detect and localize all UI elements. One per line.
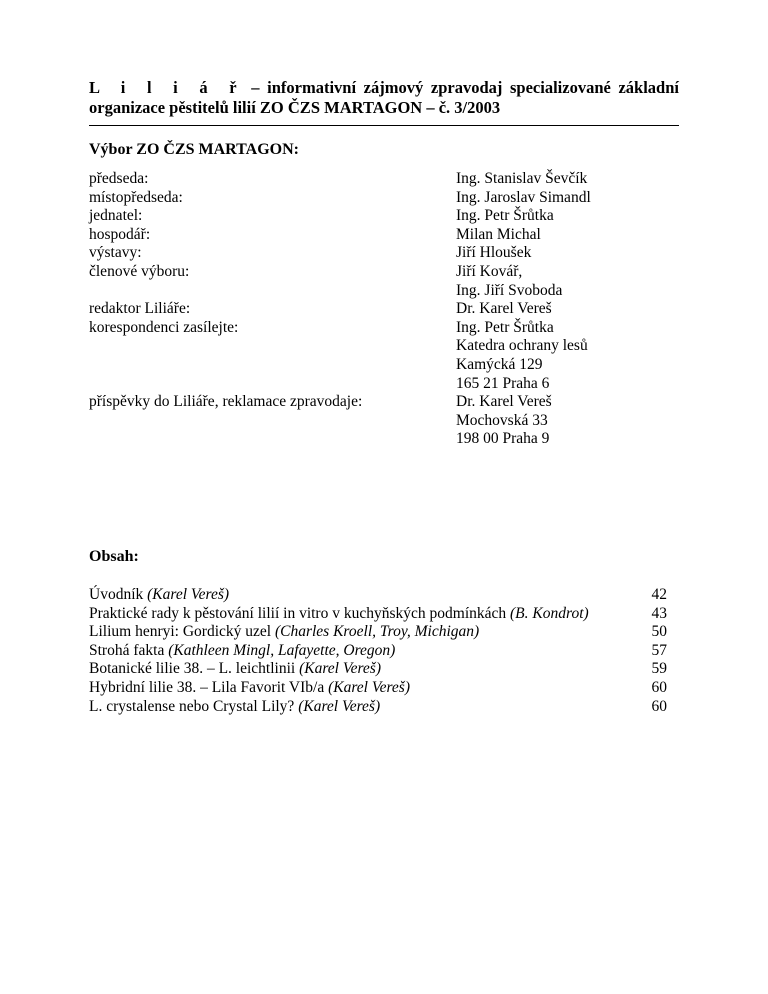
toc-page-number: 50	[651, 623, 667, 641]
role-spacer	[89, 356, 362, 375]
toc-title: Úvodník	[89, 586, 148, 603]
role-label: předseda:	[89, 170, 149, 187]
role-label: jednatel:	[89, 207, 143, 225]
toc-entry	[89, 586, 667, 605]
header-line-1-text: – informativní zájmový zpravodaj specializované základní	[251, 78, 679, 97]
toc-entry	[89, 623, 667, 642]
toc-page-number: 60	[651, 678, 667, 696]
toc-author: (Karel Vereš)	[147, 586, 230, 603]
committee-names	[456, 170, 591, 449]
toc-title: Botanické lilie 38. – L. leichtlinii	[89, 660, 300, 678]
role-label: korespondenci zasílejte:	[89, 318, 239, 336]
role-label: výstavy:	[89, 244, 142, 262]
toc-title: Praktické rady k pěstování lilií in vitro v kuchyňských podmínkách	[89, 604, 511, 622]
toc-entry-text	[89, 623, 479, 642]
toc-page-number: 42	[651, 586, 667, 603]
toc-title: Lilium henryi: Gordický uzel	[89, 623, 275, 641]
toc-page-number: 60	[651, 697, 667, 715]
address-line: Katedra ochrany lesů	[456, 337, 588, 355]
role-label: místopředseda:	[89, 188, 183, 206]
toc-author: (Karel Vereš)	[328, 678, 411, 696]
newsletter-name: L i l i á ř	[89, 78, 244, 97]
toc-entry	[89, 642, 667, 661]
toc-entry-text	[89, 679, 410, 698]
role-spacer	[89, 282, 362, 301]
member-name: Ing. Jiří Svoboda	[456, 281, 563, 299]
role-label: členové výboru:	[89, 262, 190, 280]
toc-entry-text	[89, 586, 229, 605]
toc-author: (Charles Kroell, Troy, Michigan)	[274, 623, 480, 641]
header-divider	[89, 125, 679, 126]
toc-page-number: 43	[651, 604, 667, 622]
document-header	[89, 78, 679, 117]
toc-entry-text	[89, 698, 380, 717]
committee-roles	[89, 170, 362, 412]
member-name: Jiří Kovář,	[456, 262, 523, 280]
role-spacer	[89, 375, 362, 394]
toc-page-number: 57	[651, 641, 667, 659]
address-line: 165 21 Praha 6	[456, 374, 550, 392]
role-label: redaktor Liliáře:	[89, 300, 191, 318]
role-label: příspěvky do Liliáře, reklamace zpravodaje:	[89, 393, 363, 411]
address-line: Kamýcká 129	[456, 355, 543, 373]
toc-entry-text	[89, 605, 589, 624]
toc-entry-text	[89, 660, 381, 679]
member-name: Ing. Petr Šrůtka	[456, 318, 554, 336]
role-label: hospodář:	[89, 225, 151, 243]
header-line-2: organizace pěstitelů lilií ZO ČZS MARTAGON – č. 3/2003	[89, 98, 501, 117]
toc-entry	[89, 679, 667, 698]
role-spacer	[89, 337, 362, 356]
toc-author: (Kathleen Mingl, Lafayette, Oregon)	[168, 641, 396, 659]
member-name: Dr. Karel Vereš	[456, 300, 552, 318]
toc-title: Hybridní lilie 38. – Lila Favorit VIb/a	[89, 678, 329, 696]
toc-title: L. crystalense nebo Crystal Lily?	[89, 697, 299, 715]
table-of-contents	[89, 586, 667, 716]
address-line: Mochovská 33	[456, 411, 548, 429]
member-name: Jiří Hloušek	[456, 244, 532, 262]
header-line-1	[89, 78, 679, 98]
toc-entry	[89, 660, 667, 679]
toc-author: (B. Kondrot)	[510, 604, 589, 622]
member-name: Ing. Petr Šrůtka	[456, 207, 554, 225]
member-name: Ing. Jaroslav Simandl	[456, 188, 591, 206]
toc-entry	[89, 605, 667, 624]
member-name: Ing. Stanislav Ševčík	[456, 170, 588, 187]
toc-page-number: 59	[651, 660, 667, 678]
member-name: Dr. Karel Vereš	[456, 393, 552, 411]
toc-author: (Karel Vereš)	[299, 660, 382, 678]
toc-author: (Karel Vereš)	[298, 697, 381, 715]
toc-entry-text	[89, 642, 395, 661]
committee-heading: Výbor ZO ČZS MARTAGON:	[89, 141, 299, 158]
member-name: Milan Michal	[456, 225, 541, 243]
toc-entry	[89, 698, 667, 717]
contents-heading: Obsah:	[89, 548, 139, 565]
address-line: 198 00 Praha 9	[456, 430, 550, 448]
toc-title: Strohá fakta	[89, 641, 169, 659]
